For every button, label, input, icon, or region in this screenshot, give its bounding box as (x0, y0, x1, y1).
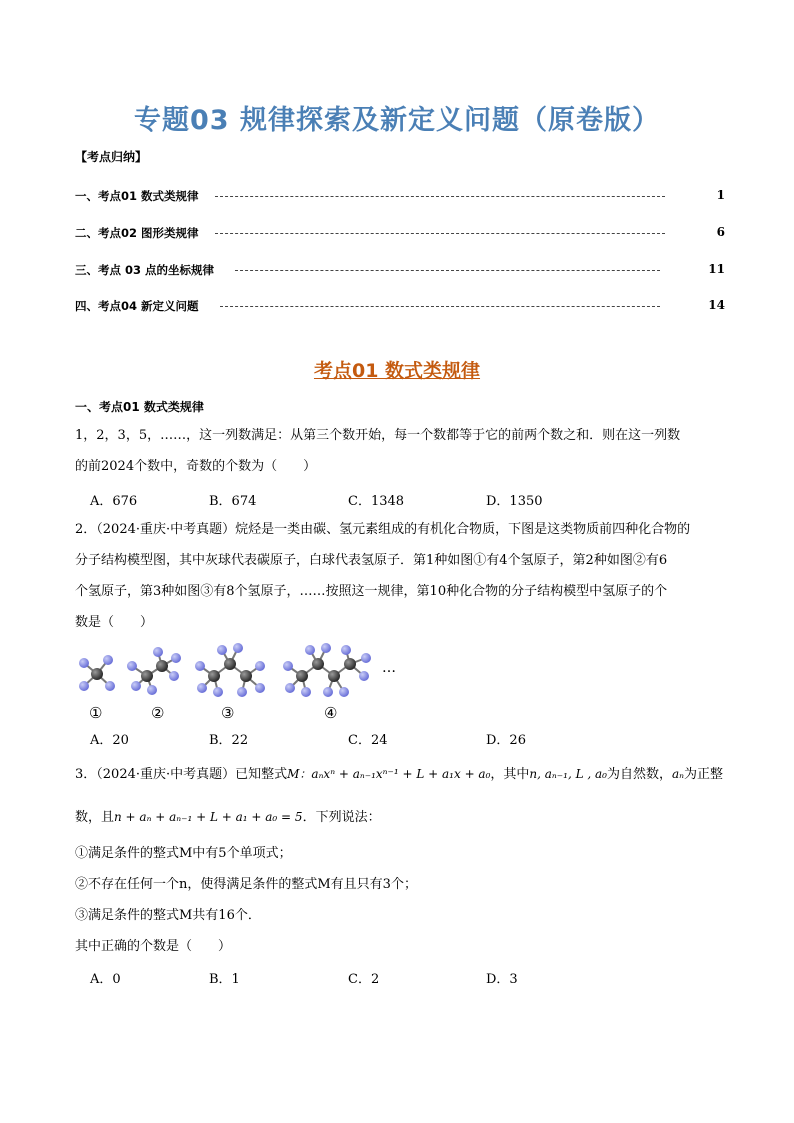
molecule-1 (79, 655, 115, 691)
toc-entry-label: 四、考点04 新定义问题 (75, 299, 199, 313)
q2-option-d: D．26 (486, 733, 526, 748)
toc-entry-page: 14 (708, 298, 725, 312)
q3-option-a: A．0 (90, 972, 121, 987)
q3-statement-2: ②不存在任何一个n，使得满足条件的整式M有且只有3个； (75, 877, 417, 892)
figure-ellipsis: … (382, 660, 396, 676)
question-2-line: 2．（2024·重庆·中考真题）烷烃是一类由碳、氢元素组成的有机化合物质，下图是这类物质前四种化合物的 (75, 522, 691, 537)
figure-label-1: ① (89, 704, 103, 722)
q3-option-b: B．1 (209, 972, 240, 987)
q3-option-c: C．2 (348, 972, 380, 987)
toc-entry-label: 一、考点01 数式类规律 (75, 189, 199, 203)
figure-label-2: ② (151, 704, 165, 722)
toc-entry-label: 二、考点02 图形类规律 (75, 226, 199, 240)
q2-option-b: B．22 (209, 733, 249, 748)
q3-text: ．下列说法： (302, 810, 381, 825)
question-2-line: 数是（ ） (75, 615, 154, 630)
q3-text: 为自然数， (606, 767, 672, 782)
figure-label-3: ③ (221, 704, 235, 722)
question-1-line: 的前2024个数中，奇数的个数为（ ） (75, 459, 317, 474)
q3-formula-condition: n + aₙ + aₙ₋₁ + L + a₁ + a₀ = 5 (114, 810, 303, 824)
molecule-figure (70, 636, 400, 706)
question-3-line-1 (75, 763, 735, 782)
q3-text: 3．（2024·重庆·中考真题）已知整式 (75, 767, 288, 782)
toc-entry-page: 6 (716, 225, 725, 239)
toc-entry[interactable] (75, 225, 725, 243)
question-1-line: 1，2，3，5，……，这一列数满足：从第三个数开始，每一个数都等于它的前两个数之和．则在这一列数 (75, 428, 681, 443)
q3-statement-1: ①满足条件的整式M中有5个单项式； (75, 846, 292, 861)
q3-statement-3: ③满足条件的整式M共有16个． (75, 908, 261, 923)
q1-option-c: C．1348 (348, 494, 405, 509)
section-heading: 考点01 数式类规律 (313, 360, 481, 382)
q3-formula-m: M：aₙxⁿ + aₙ₋₁xⁿ⁻¹ + L + a₁x + a₀ (287, 767, 491, 781)
q1-option-d: D．1350 (486, 494, 543, 509)
figure-label-4: ④ (324, 704, 338, 722)
question-2-line: 分子结构模型图，其中灰球代表碳原子，白球代表氢原子．第1种如图①有4个氢原子，第2种如图②有6 (75, 553, 668, 568)
summary-heading: 【考点归纳】 (75, 150, 148, 164)
q1-option-b: B．674 (209, 494, 257, 509)
toc-entry-label: 三、考点 03 点的坐标规律 (75, 263, 215, 277)
q3-option-d: D．3 (486, 972, 518, 987)
section-subheading: 一、考点01 数式类规律 (75, 400, 204, 414)
q3-text: 数，且 (75, 810, 115, 825)
toc-entry[interactable] (75, 262, 725, 280)
molecule-3 (195, 643, 265, 697)
q3-question: 其中正确的个数是（ ） (75, 939, 232, 954)
toc-entry-page: 11 (708, 262, 725, 276)
toc-leader (215, 233, 665, 234)
molecule-4 (283, 643, 371, 697)
toc-leader (235, 270, 660, 271)
question-1 (75, 420, 725, 482)
toc-entry[interactable] (75, 188, 725, 206)
q3-variable-an: aₙ (671, 767, 684, 781)
q2-option-c: C．24 (348, 733, 388, 748)
question-3-line-2 (75, 806, 725, 825)
toc-entry-page: 1 (716, 188, 725, 202)
toc-leader (220, 306, 660, 307)
q2-option-a: A．20 (90, 733, 129, 748)
q3-variables: n, aₙ₋₁, L , a₀ (529, 767, 607, 781)
page-title: 专题03 规律探索及新定义问题（原卷版） (134, 105, 660, 136)
question-2 (75, 514, 725, 638)
question-3-statements (75, 838, 725, 962)
toc-leader (215, 196, 665, 197)
q1-option-a: A．676 (90, 494, 138, 509)
molecule-2 (127, 647, 181, 695)
toc-entry[interactable] (75, 298, 725, 316)
q3-text: ，其中 (490, 767, 530, 782)
q3-text: 为正整 (684, 767, 724, 782)
question-2-line: 个氢原子，第3种如图③有8个氢原子，……按照这一规律，第10种化合物的分子结构模型中氢原子的个 (75, 584, 668, 599)
